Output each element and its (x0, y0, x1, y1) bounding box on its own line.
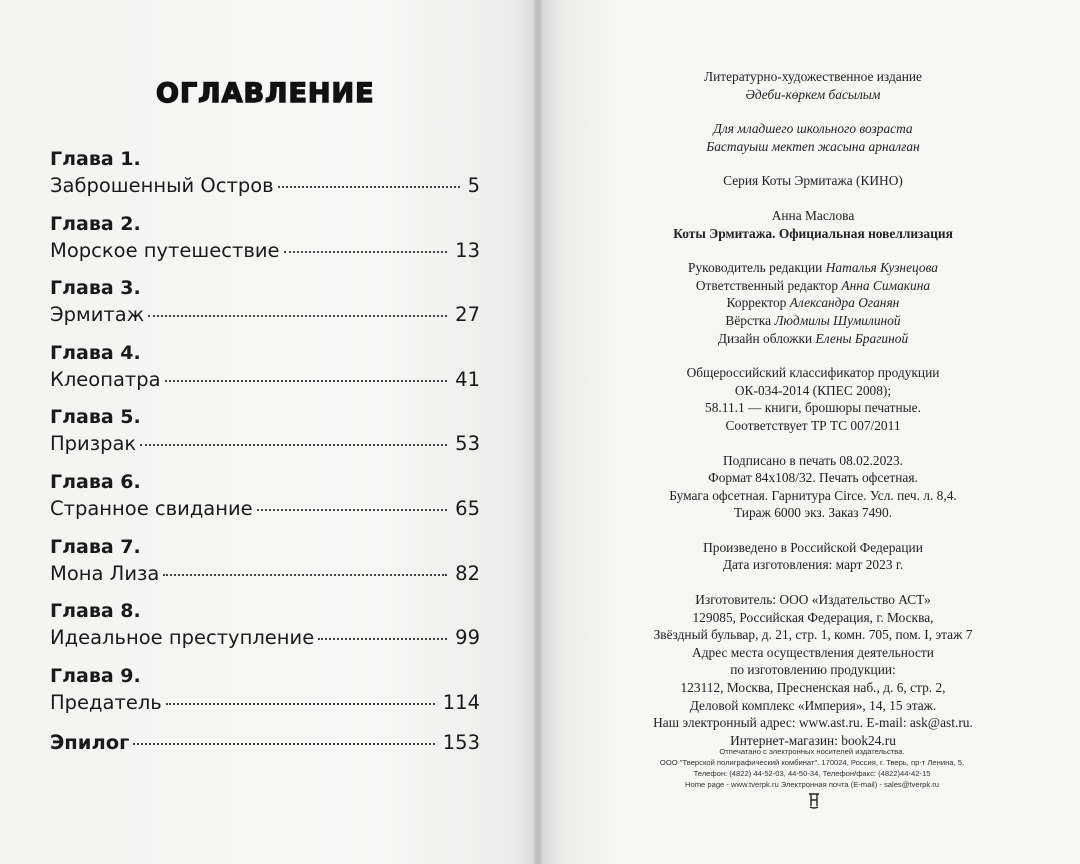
epilogue-page: 153 (442, 731, 480, 754)
chapter-line (50, 366, 480, 394)
chapter-label: Глава 4. (50, 341, 141, 364)
chapter-page: 5 (467, 174, 480, 197)
age-rating-kz: Бастауыш мектеп жасына арналған (706, 138, 920, 154)
credit-person: Анна Симакина (841, 277, 931, 293)
dot-leader (165, 380, 448, 382)
chapter-name: Морское путешествие (50, 238, 280, 262)
credits-block (582, 259, 1044, 347)
credit-person: Александра Оганян (789, 295, 900, 311)
print-info-line: Подписано в печать 08.02.2023. (722, 452, 904, 468)
toc-entry (50, 404, 480, 469)
chapter-label: Глава 3. (50, 277, 141, 300)
dot-leader (163, 574, 447, 576)
book-title: Коты Эрмитажа. Официальная новеллизация (673, 225, 953, 241)
chapter-name: Мона Лиза (50, 561, 160, 585)
manufacturer-line: 129085, Российская Федерация, г. Москва, (692, 609, 934, 625)
print-info-line: Тираж 6000 экз. Заказ 7490. (733, 505, 893, 521)
manufacturer-line: Интернет-магазин: book24.ru (730, 732, 896, 748)
epilogue-name: Эпилог (50, 731, 130, 754)
chapter-line (50, 560, 480, 588)
chapter-name: Странное свидание (50, 496, 253, 520)
production-line: Дата изготовления: март 2023 г. (722, 557, 904, 573)
age-block (582, 120, 1044, 155)
classifier-line: ОК-034-2014 (КПЕС 2008); (734, 382, 892, 398)
manufacturer-line: 123112, Москва, Пресненская наб., д. 6, стр. 2, (680, 680, 946, 696)
dot-leader (148, 315, 447, 317)
chapter-line (50, 689, 480, 717)
chapter-name: Эрмитаж (50, 303, 145, 327)
dot-leader (257, 509, 448, 511)
book-gutter (534, 0, 542, 864)
toc-entry (50, 598, 480, 663)
printer-line: Отпечатано с электронных носителей издательства. (719, 747, 905, 756)
classifier-line: 58.11.1 — книги, брошюры печатные. (705, 400, 921, 416)
imprint (582, 68, 1044, 766)
credit-role: Руководитель редакции (688, 260, 823, 276)
chapter-page: 13 (455, 238, 480, 262)
chapter-page: 65 (455, 496, 480, 520)
toc-entry (50, 211, 480, 276)
toc-list (50, 146, 480, 727)
manufacturer-line: по изготовлению продукции: (730, 662, 896, 678)
chapter-label: Глава 9. (50, 664, 141, 687)
chapter-label: Глава 2. (50, 212, 141, 235)
toc-entry (50, 469, 480, 534)
printer-info (612, 746, 1012, 790)
print-info-line: Формат 84x108/32. Печать офсетная. (708, 470, 918, 486)
dot-leader (133, 743, 434, 745)
classifier-line: Общероссийский классификатор продукции (686, 365, 940, 381)
production-block (582, 539, 1044, 574)
classifier-line: Соответствует ТР ТС 007/2011 (725, 417, 901, 433)
edition-block (582, 68, 1044, 103)
printer-logo-icon (807, 793, 821, 809)
credit-person: Наталья Кузнецова (825, 260, 938, 276)
printer-line: Home page - www.tverpk.ru Электронная почта (E-mail) - sales@tverpk.ru (685, 780, 939, 789)
chapter-name: Предатель (50, 690, 162, 714)
dot-leader (140, 444, 447, 446)
toc-entry (50, 534, 480, 599)
manufacturer-line: Звёздный бульвар, д. 21, стр. 1, комн. 705, пом. I, этаж 7 (653, 627, 973, 643)
toc-epilogue (50, 729, 480, 757)
printer-line: Телефон: (4822) 44-52-03, 44-50-34, Телефон/факс: (4822)44-42-15 (693, 769, 931, 778)
manufacturer-line: Адрес места осуществления деятельности (692, 644, 934, 660)
credit-role: Ответственный редактор (695, 277, 839, 293)
toc-entry (50, 146, 480, 211)
credit-line (582, 330, 1044, 348)
chapter-page: 27 (455, 303, 480, 327)
chapter-label: Глава 5. (50, 406, 141, 429)
credit-line (582, 294, 1044, 312)
chapter-page: 41 (455, 367, 480, 391)
age-rating: Для младшего школьного возраста (713, 121, 913, 137)
credit-role: Вёрстка (725, 312, 772, 328)
chapter-page: 82 (455, 561, 480, 585)
chapter-label: Глава 8. (50, 600, 141, 623)
dot-leader (284, 251, 448, 253)
production-line: Произведено в Российской Федерации (703, 539, 923, 555)
credit-line (582, 259, 1044, 277)
manufacturer-line: Наш электронный адрес: www.ast.ru. E-mail: ask@ast.ru. (653, 715, 973, 731)
author-block (582, 207, 1044, 242)
chapter-line (50, 430, 480, 458)
chapter-page: 53 (455, 432, 480, 456)
credit-line (582, 312, 1044, 330)
toc-entry (50, 275, 480, 340)
edition-type-kz: Әдеби-көркем басылым (745, 86, 881, 102)
toc-entry (50, 663, 480, 728)
credit-person: Людмилы Шумилиной (774, 312, 901, 328)
chapter-name: Призрак (50, 432, 137, 456)
chapter-label: Глава 1. (50, 148, 141, 170)
toc-title: ОГЛАВЛЕНИЕ (156, 78, 375, 109)
credit-line (582, 277, 1044, 295)
print-info-block (582, 452, 1044, 522)
chapter-line (50, 301, 480, 329)
chapter-label: Глава 7. (50, 535, 141, 558)
series-block (582, 172, 1044, 190)
credit-role: Корректор (726, 295, 787, 311)
chapter-line (50, 172, 480, 200)
chapter-label: Глава 6. (50, 470, 141, 493)
printer-line: ООО "Тверской полиграфический комбинат". 170024, Россия, г. Тверь, пр-т Ленина, 5. (659, 758, 965, 767)
chapter-name: Заброшенный Остров (50, 174, 274, 197)
dot-leader (318, 638, 447, 640)
manufacturer-line: Изготовитель: ООО «Издательство АСТ» (695, 592, 931, 608)
classifier-block (582, 364, 1044, 434)
credit-role: Дизайн обложки (717, 330, 813, 346)
dot-leader (166, 703, 435, 705)
dot-leader (278, 186, 460, 188)
chapter-line (50, 237, 480, 265)
series-name: Серия Коты Эрмитажа (КИНО) (723, 173, 903, 189)
manufacturer-block (582, 591, 1044, 749)
author-name: Анна Маслова (771, 207, 855, 223)
manufacturer-line: Деловой комплекс «Империя», 14, 15 этаж. (689, 697, 937, 713)
chapter-line (50, 495, 480, 523)
toc-entry (50, 340, 480, 405)
chapter-page: 99 (455, 626, 480, 650)
chapter-name: Клеопатра (50, 367, 161, 391)
print-info-line: Бумага офсетная. Гарнитура Circe. Усл. печ. л. 8,4. (669, 487, 957, 503)
chapter-page: 114 (442, 690, 480, 714)
credit-person: Елены Брагиной (815, 330, 909, 346)
chapter-line (50, 624, 480, 652)
edition-type: Литературно-художественное издание (704, 69, 922, 84)
chapter-name: Идеальное преступление (50, 626, 315, 650)
